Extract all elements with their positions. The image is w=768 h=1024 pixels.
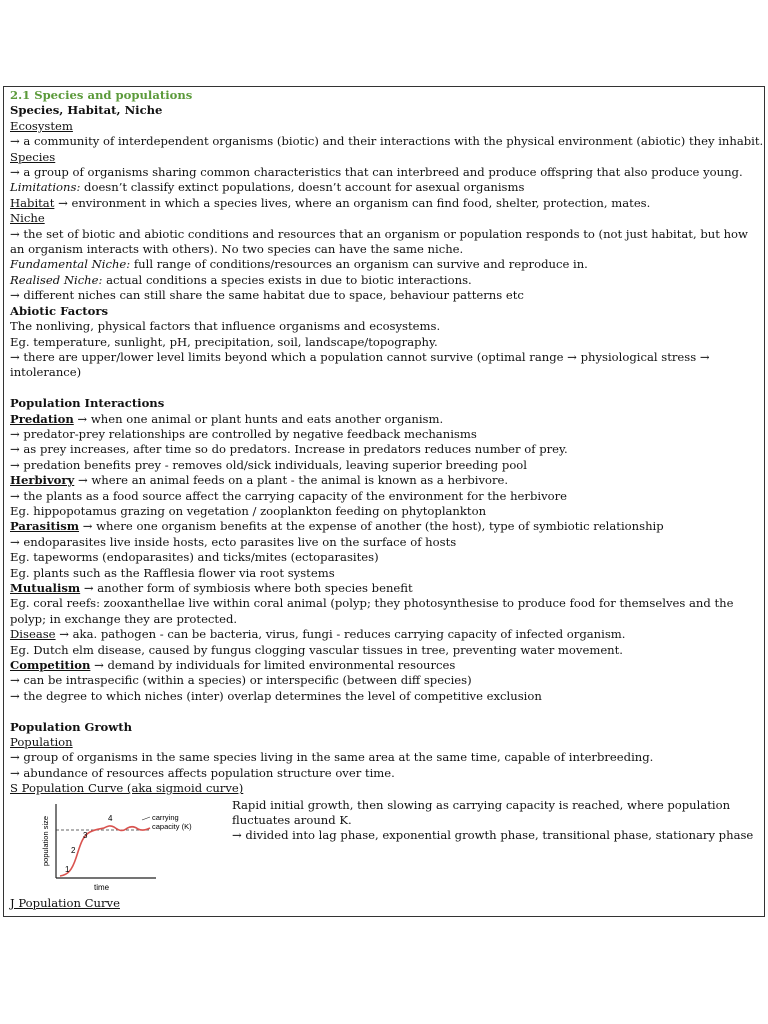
term-s-population-curve: S Population Curve (aka sigmoid curve) bbox=[10, 781, 244, 796]
abiotic-eg: Eg. temperature, sunlight, pH, precipitation, soil, landscape/topography. bbox=[10, 334, 438, 349]
spacer bbox=[10, 704, 758, 719]
s-curve-text-2: → divided into lag phase, exponential growth phase, transitional phase, stationary phase bbox=[232, 828, 754, 843]
fundamental-niche bbox=[10, 257, 758, 272]
realised-niche bbox=[10, 273, 758, 288]
term-disease: Disease bbox=[10, 627, 56, 642]
term-j-population-curve: J Population Curve bbox=[10, 895, 120, 910]
heading-population-interactions: Population Interactions bbox=[10, 396, 165, 411]
term-predation: Predation bbox=[10, 411, 74, 426]
competition-point-1: → can be intraspecific (within a species) or interspecific (between diff species) bbox=[10, 673, 472, 688]
herbivory-line bbox=[10, 473, 758, 488]
realised-niche-text: actual conditions a species exists in due to biotic interactions. bbox=[102, 272, 472, 287]
heading-abiotic-factors: Abiotic Factors bbox=[10, 303, 108, 318]
abiotic-def: The nonliving, physical factors that influence organisms and ecosystems. bbox=[10, 319, 441, 334]
y-axis-label: population size bbox=[41, 815, 50, 866]
limitations-text: doesn’t classify extinct populations, doesn’t account for asexual organisms bbox=[80, 180, 525, 195]
fundamental-niche-label: Fundamental Niche: bbox=[10, 257, 131, 272]
parasitism-point-3: Eg. plants such as the Rafflesia flower via root systems bbox=[10, 565, 335, 580]
section-title: 2.1 Species and populations bbox=[10, 88, 193, 102]
s-curve-description bbox=[230, 798, 758, 844]
def-herbivory: → where an animal feeds on a plant - the animal is known as a herbivore. bbox=[74, 473, 509, 488]
def-parasitism: → where one organism benefits at the expense of another (the host), type of symbiotic relationship bbox=[79, 519, 664, 534]
habitat-line bbox=[10, 196, 758, 211]
def-mutualism: → another form of symbiosis where both species benefit bbox=[80, 580, 413, 595]
realised-niche-label: Realised Niche: bbox=[10, 272, 103, 287]
predation-point-2: → as prey increases, after time so do predators. Increase in predators reduces number of prey. bbox=[10, 442, 568, 457]
notes-page bbox=[3, 86, 765, 917]
def-species: → a group of organisms sharing common characteristics that can interbreed and produce offspring that also produce young. bbox=[10, 165, 743, 180]
phase-2-label: 2 bbox=[71, 845, 76, 855]
x-axis-label: time bbox=[94, 882, 110, 892]
phase-3-label: 3 bbox=[83, 830, 88, 840]
carrying-label-2: capacity (K) bbox=[152, 821, 192, 831]
predation-point-1: → predator-prey relationships are controlled by negative feedback mechanisms bbox=[10, 426, 477, 441]
fundamental-niche-text: full range of conditions/resources an organism can survive and reproduce in. bbox=[130, 257, 588, 272]
spacer bbox=[10, 381, 758, 396]
def-predation: → when one animal or plant hunts and eats another organism. bbox=[73, 411, 444, 426]
s-curve-section bbox=[10, 797, 758, 898]
disease-point-1: Eg. Dutch elm disease, caused by fungus clogging vascular tissues in tree, preventing water movement. bbox=[10, 642, 623, 657]
term-niche: Niche bbox=[10, 211, 45, 226]
parasitism-line bbox=[10, 519, 758, 534]
limitations-label: Limitations: bbox=[10, 180, 81, 195]
herbivory-point-1: → the plants as a food source affect the carrying capacity of the environment for the herbivore bbox=[10, 488, 568, 503]
term-habitat: Habitat bbox=[10, 195, 55, 210]
competition-line bbox=[10, 658, 758, 673]
species-limitations bbox=[10, 180, 758, 195]
herbivory-point-2: Eg. hippopotamus grazing on vegetation / zooplankton feeding on phytoplankton bbox=[10, 503, 487, 518]
carrying-pointer bbox=[142, 817, 150, 820]
def-habitat: → environment in which a species lives, where an organism can find food, shelter, protection, mates. bbox=[54, 195, 651, 210]
term-competition: Competition bbox=[10, 658, 91, 673]
term-species: Species bbox=[10, 149, 56, 164]
predation-line bbox=[10, 412, 758, 427]
parasitism-point-1: → endoparasites live inside hosts, ecto parasites live on the surface of hosts bbox=[10, 534, 457, 549]
phase-1-label: 1 bbox=[65, 864, 70, 874]
competition-point-2: → the degree to which niches (inter) overlap determines the level of competitive exclusion bbox=[10, 688, 542, 703]
population-point-1: → group of organisms in the same species living in the same area at the same time, capable of interbreeding. bbox=[10, 750, 654, 765]
term-parasitism: Parasitism bbox=[10, 519, 80, 534]
heading-population-growth: Population Growth bbox=[10, 719, 133, 734]
mutualism-point-1: Eg. coral reefs: zooxanthellae live within coral animal (polyp; they photosynthesise to produce food for themselves and the polyp; in exchange they are protected. bbox=[10, 596, 734, 626]
parasitism-point-2: Eg. tapeworms (endoparasites) and ticks/mites (ectoparasites) bbox=[10, 550, 379, 565]
def-ecosystem: → a community of interdependent organisms (biotic) and their interactions with the physical environment (abiotic) they inhabit. bbox=[10, 134, 764, 149]
term-herbivory: Herbivory bbox=[10, 473, 75, 488]
def-disease: → aka. pathogen - can be bacteria, virus, fungi - reduces carrying capacity of infected organism. bbox=[55, 627, 626, 642]
mutualism-line bbox=[10, 581, 758, 596]
def-niche: → the set of biotic and abiotic conditions and resources that an organism or population responds to (not just habitat, but how an organism interacts with others). No two species can have the same niche. bbox=[10, 226, 748, 257]
notes-content bbox=[4, 87, 764, 911]
term-mutualism: Mutualism bbox=[10, 580, 81, 595]
s-curve-text-1: Rapid initial growth, then slowing as carrying capacity is reached, where population fluctuates around K. bbox=[232, 797, 731, 828]
disease-line bbox=[10, 627, 758, 642]
def-competition: → demand by individuals for limited environmental resources bbox=[90, 658, 456, 673]
phase-4-label: 4 bbox=[108, 813, 113, 823]
term-ecosystem: Ecosystem bbox=[10, 118, 73, 133]
s-curve-graph bbox=[10, 800, 230, 898]
abiotic-limits: → there are upper/lower level limits beyond which a population cannot survive (optimal range → physiological stress → intolerance) bbox=[10, 349, 710, 380]
niche-note: → different niches can still share the same habitat due to space, behaviour patterns etc bbox=[10, 288, 524, 303]
term-population: Population bbox=[10, 735, 73, 750]
carrying-label-1: carrying bbox=[152, 812, 179, 822]
predation-point-3: → predation benefits prey - removes old/sick individuals, leaving superior breeding pool bbox=[10, 457, 527, 472]
heading-species-habitat-niche: Species, Habitat, Niche bbox=[10, 103, 163, 118]
population-point-2: → abundance of resources affects population structure over time. bbox=[10, 765, 395, 780]
